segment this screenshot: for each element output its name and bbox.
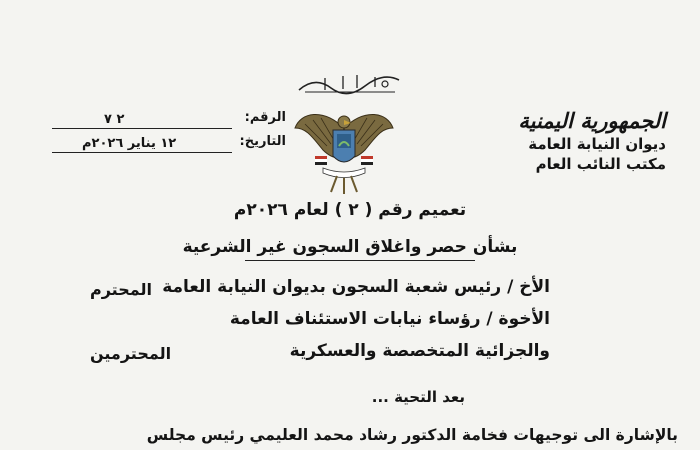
- date-label: التاريخ:: [239, 134, 286, 149]
- yemen-eagle-emblem-icon: [293, 98, 395, 198]
- addressee-line: والجزائية المتخصصة والعسكرية: [289, 341, 550, 361]
- circular-title: تعميم رقم ( ٢ ) لعام ٢٠٢٦م: [233, 200, 467, 220]
- addressee-line: الأخوة / رؤساء نيابات الاستئناف العامة: [229, 309, 550, 329]
- office-name: ديوان النيابة العامة: [528, 135, 666, 153]
- addressee-line: الأخ / رئيس شعبة السجون بديوان النيابة العامة: [162, 277, 550, 297]
- subject-underline: [245, 260, 475, 261]
- reference-block: [46, 110, 286, 170]
- date-underline: [52, 152, 232, 153]
- basmala-calligraphy: [295, 70, 405, 98]
- circular-subject: بشأن حصر واغلاق السجون غير الشرعية: [182, 237, 518, 257]
- department-name: مكتب النائب العام: [535, 155, 666, 173]
- addressee-honorific: المحترمين: [90, 344, 172, 363]
- number-underline: [52, 128, 232, 129]
- number-value: ٢ ٧: [104, 112, 125, 127]
- greeting: بعد التحية ...: [371, 388, 465, 406]
- body-paragraph-line: بالإشارة الى توجيهات فخامة الدكتور رشاد محمد العليمي رئيس مجلس: [146, 426, 678, 444]
- letterhead-right: [476, 108, 666, 173]
- addressee-honorific: المحترم: [90, 280, 152, 299]
- date-value: ١٢ يناير ٢٠٢٦م: [82, 136, 177, 151]
- republic-name: الجمهورية اليمنية: [518, 108, 666, 133]
- number-label: الرقم:: [244, 110, 286, 125]
